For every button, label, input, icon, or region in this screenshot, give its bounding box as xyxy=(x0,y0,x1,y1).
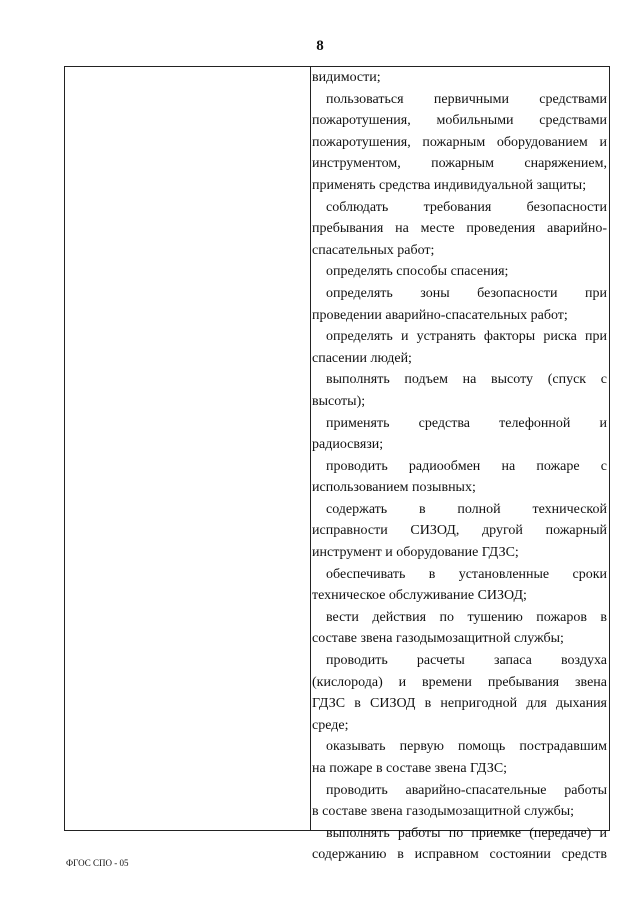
text-line: оказывать первую помощь пострадавшим xyxy=(326,739,607,755)
text-line: пользоваться первичными средствами xyxy=(326,91,607,107)
text-line: спасении людей; xyxy=(312,350,412,366)
text-line: обеспечивать в установленные сроки xyxy=(326,566,607,582)
text-line: высоты); xyxy=(312,393,366,409)
text-line: выполнять работы по приемке (передаче) и xyxy=(326,825,607,841)
text-line: пожаротушения, мобильными средствами xyxy=(312,113,607,129)
text-line: использованием позывных; xyxy=(312,480,476,496)
text-line: определять и устранять факторы риска при xyxy=(326,329,607,345)
text-line: пожаротушения, пожарным оборудованием и xyxy=(312,134,607,150)
text-line: (кислорода) и времени пребывания звена xyxy=(312,674,607,690)
document-footer: ФГОС СПО - 05 xyxy=(66,858,129,868)
text-line: спасательных работ; xyxy=(312,242,435,258)
text-line: ГДЗС в СИЗОД в непригодной для дыхания xyxy=(312,696,607,712)
text-line: содержанию в исправном состоянии средств xyxy=(312,847,607,863)
text-line: вести действия по тушению пожаров в xyxy=(326,609,607,625)
text-line: применять средства телефонной и xyxy=(326,415,607,431)
text-line: определять способы спасения; xyxy=(326,264,509,280)
text-line: проводить аварийно-спасательные работы xyxy=(326,782,607,798)
text-line: определять зоны безопасности при xyxy=(326,285,607,301)
text-line: пребывания на месте проведения аварийно- xyxy=(312,221,607,237)
text-line: применять средства индивидуальной защиты; xyxy=(312,177,587,193)
text-line: радиосвязи; xyxy=(312,437,384,453)
text-line: составе звена газодымозащитной службы; xyxy=(312,631,564,647)
text-line: исправности СИЗОД, другой пожарный xyxy=(312,523,607,539)
text-line: содержать в полной технической xyxy=(326,501,607,517)
text-line: инструмент и оборудование ГДЗС; xyxy=(312,545,519,561)
text-line: техническое обслуживание СИЗОД; xyxy=(312,588,527,604)
text-line: среде; xyxy=(312,717,349,733)
text-line: соблюдать требования безопасности xyxy=(326,199,607,215)
text-line: проведении аварийно-спасательных работ; xyxy=(312,307,568,323)
text-line: видимости; xyxy=(312,70,381,85)
page-number: 8 xyxy=(316,38,324,54)
text-line: в составе звена газодымозащитной службы; xyxy=(312,804,575,820)
text-line: проводить радиообмен на пожаре с xyxy=(326,458,607,474)
skills-cell xyxy=(311,67,609,863)
text-line: на пожаре в составе звена ГДЗС; xyxy=(312,761,508,776)
text-line: проводить расчеты запаса воздуха xyxy=(326,653,607,669)
text-line: выполнять подъем на высоту (спуск с xyxy=(326,372,607,388)
text-line: инструментом, пожарным снаряжением, xyxy=(312,156,607,172)
